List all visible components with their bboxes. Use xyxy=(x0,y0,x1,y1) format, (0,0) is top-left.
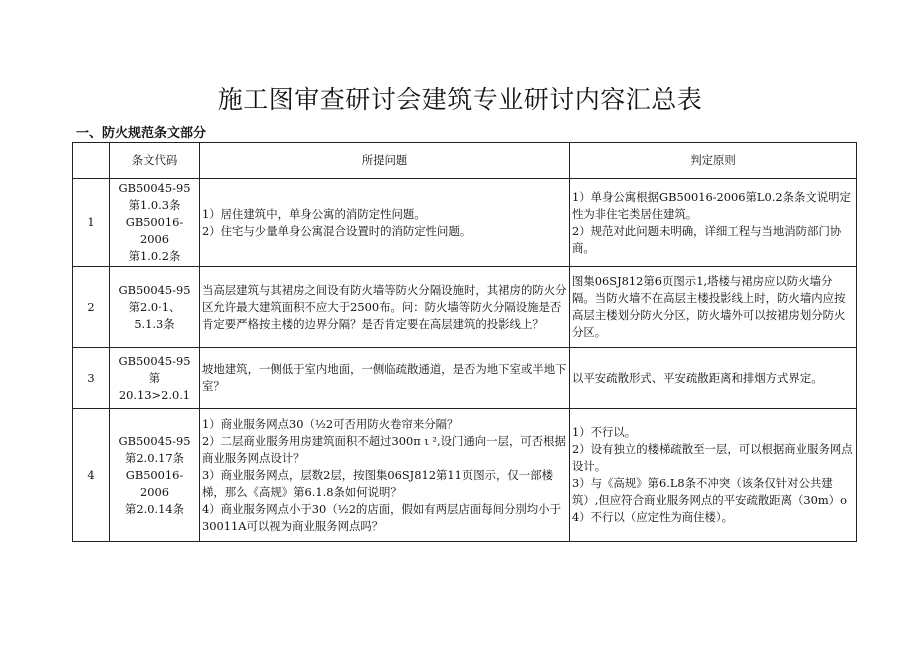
header-clause-code: 条文代码 xyxy=(110,143,200,179)
principle-text: 1）单身公寓根据GB50016-2006第L0.2条条文说明定性为非住宅类居住建筑。 xyxy=(572,189,851,221)
clause-code-line: 第2.0·1、 xyxy=(128,299,181,314)
clause-code xyxy=(110,348,200,409)
principle-cell xyxy=(570,348,857,409)
header-number xyxy=(73,143,110,179)
document-title: 施工图审查研讨会建筑专业研讨内容汇总表 xyxy=(217,85,703,114)
principle-text: 图集06SJ812第6页图示1,塔楼与裙房应以防火墙分隔。当防火墙不在高层主楼投影线上时，防火墙内应按高层主楼划分防火分区，防火墙外可以按裙房划分防火分区。 xyxy=(572,274,846,339)
issue-text: 当高层建筑与其裙房之间设有防火墙等防火分隔设施时，其裙房的防火分区允许最大建筑面积不应大于2500布。问：防火墙等防火分隔设施是否肯定要严格按主楼的边界分隔？是否肯定要在高层建筑的投影线上？ xyxy=(202,282,567,331)
principle-text: 2）规范对此问题未明确，详细工程与当地消防部门协商。 xyxy=(572,223,842,255)
clause-code-line: 第2.0.17条 xyxy=(124,450,184,465)
clause-code-line: 第 xyxy=(148,370,161,385)
issue-text: 1）居住建筑中，单身公寓的消防定性问题。 xyxy=(202,206,426,221)
table-row xyxy=(73,409,857,542)
principle-text: 2）设有独立的楼梯疏散至一层，可以根据商业服务网点设计。 xyxy=(572,442,853,473)
clause-code xyxy=(110,409,200,542)
clause-code-line: GB50045-95 xyxy=(118,433,191,448)
clause-code-line: 第2.0.14条 xyxy=(124,501,184,516)
clause-code-line: GB50045-95 xyxy=(118,353,191,368)
clause-code xyxy=(110,267,200,348)
section-heading: 一、防火规范条文部分 xyxy=(76,126,207,141)
principle-cell xyxy=(570,267,857,348)
table-row xyxy=(73,267,857,348)
issue-text: 3）商业服务网点，层数2层，按图集06SJ812第11页图示，仅一部楼梯，那么《高规》第6.1.8条如何说明？ xyxy=(202,467,553,499)
issue-text: 2）住宅与少量单身公寓混合设置时的消防定性问题。 xyxy=(202,223,472,238)
clause-code-line: 20.13>2.0.1 xyxy=(118,387,191,402)
table-row xyxy=(73,179,857,267)
clause-code-line: 5.1.3条 xyxy=(134,316,175,331)
issue-cell xyxy=(200,267,570,348)
clause-code-line: 第1.0.2条 xyxy=(128,249,181,263)
principle-cell xyxy=(570,409,857,542)
principle-text: 4）不行以（应定性为商住楼）。 xyxy=(572,510,734,524)
header-issue: 所提问题 xyxy=(200,143,570,179)
principle-text: 1）不行以。 xyxy=(572,425,637,439)
row-number: 2 xyxy=(73,267,110,348)
row-number: 3 xyxy=(73,348,110,409)
issue-text: 坡地建筑，一侧低于室内地面，一侧临疏散通道，是否为地下室或半地下室？ xyxy=(202,362,567,393)
principle-cell xyxy=(570,179,857,267)
principle-text: 以平安疏散形式、平安疏散距离和排烟方式界定。 xyxy=(572,370,823,385)
row-number: 1 xyxy=(73,179,110,267)
review-table xyxy=(72,142,857,542)
issue-cell xyxy=(200,348,570,409)
clause-code-line: GB50045-95 xyxy=(118,181,191,195)
principle-text: 3）与《高规》第6.L8条不冲突（该条仅针对公共建筑）,但应符合商业服务网点的平安疏散距离（30m）o xyxy=(572,476,847,507)
issue-cell xyxy=(200,409,570,542)
issue-text: 4）商业服务网点小于30（½2的店面，假如有两层店面每间分別均小于30011A可以视为商业服务网点吗？ xyxy=(202,501,561,533)
issue-cell xyxy=(200,179,570,267)
table-row xyxy=(73,348,857,409)
clause-code-line: GB50016-2006 xyxy=(125,215,184,246)
row-number: 4 xyxy=(73,409,110,542)
table-header-row xyxy=(73,143,857,179)
clause-code-line: 第1.0.3条 xyxy=(128,198,181,212)
clause-code-line: GB50016-2006 xyxy=(125,467,184,499)
clause-code-line: GB50045-95 xyxy=(118,282,191,297)
header-principle: 判定原则 xyxy=(570,143,857,179)
issue-text: 1）商业服务网点30（½2可否用防火卷帘来分隔？ xyxy=(202,416,459,431)
issue-text: 2）二层商业服务用房建筑面积不超过300π ι ²,设门通向一层，可否根据商业服务网点设计？ xyxy=(202,433,566,465)
clause-code xyxy=(110,179,200,267)
